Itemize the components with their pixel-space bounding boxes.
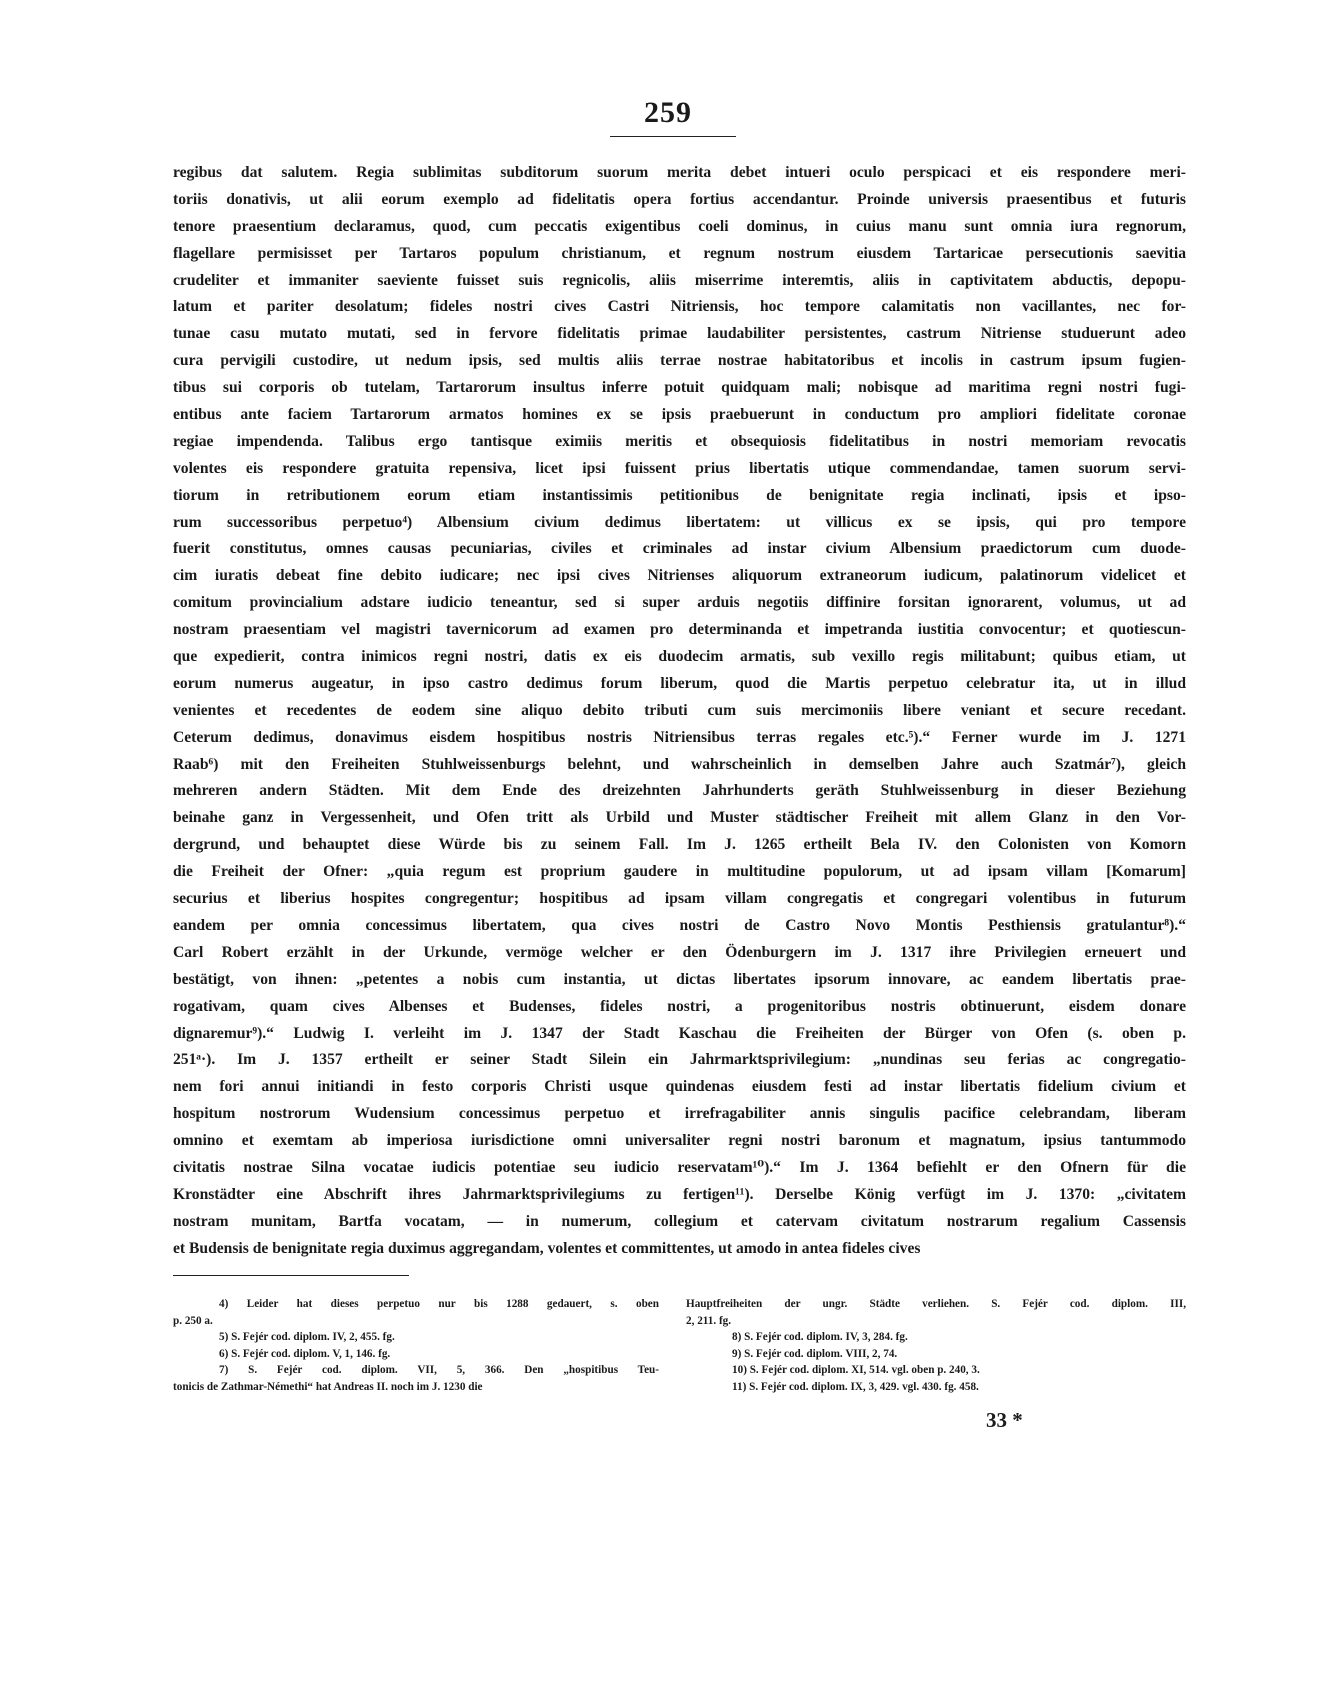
body-line: cura pervigili custodire, ut nedum ipsis, sed multis aliis terrae nostrae habitatoribus et incolis in castrum ipsum fugien-	[173, 352, 1186, 370]
body-line: cim iuratis debeat fine debito iudicare; nec ipsi cives Nitrienses aliquorum extraneorum iudicum, palatinorum videlicet et	[173, 567, 1186, 585]
body-line: nem fori annui initiandi in festo corporis Christi usque quindenas eiusdem festi ad instar libertatis fidelium civium et	[173, 1078, 1186, 1096]
body-line: securius et liberius hospites congregentur; hospitibus ad ipsam villam congregatis et congregari volentibus in futurum	[173, 890, 1186, 908]
body-line: et Budensis de benignitate regia duximus aggregandam, volentes et committentes, ut amodo in antea fideles cives	[173, 1239, 921, 1257]
body-line: civitatis nostrae Silna vocatae iudicis potentiae seu iudicio reservatam¹⁰).“ Im J. 1364 befiehlt er den Ofnern für die	[173, 1158, 1186, 1176]
body-line: regibus dat salutem. Regia sublimitas subditorum suorum merita debet intueri oculo perspicaci et eis respondere meri-	[173, 164, 1186, 181]
body-line: Raab⁶) mit den Freiheiten Stuhlweissenburgs belehnt, und wahrscheinlich in demselben Jahre auch Szatmár⁷), gleich	[173, 755, 1186, 773]
footnotes-left-column	[173, 1296, 659, 1395]
body-line: toriis donativis, ut alii eorum exemplo ad fidelitatis opera fortius accendantur. Proinde universis praesentibus et futuris	[173, 190, 1186, 208]
footnote-line: 6) S. Fejér cod. diplom. V, 1, 146. fg.	[219, 1347, 391, 1360]
body-line: tunae casu mutato mutati, sed in fervore fidelitatis primae laudabiliter persistentes, castrum Nitriense studuerunt adeo	[173, 325, 1186, 343]
body-line: 251ᵃ·). Im J. 1357 ertheilt er seiner Stadt Silein ein Jahrmarktsprivilegium: „nundinas seu ferias ac congregatio-	[173, 1051, 1186, 1069]
body-line: volentes eis respondere gratuita repensiva, licet ipsi fuissent prius libertatis utique commendandae, tamen suorum servi-	[173, 459, 1186, 477]
body-line: die Freiheit der Ofner: „quia regum est proprium gaudere in multitudine populorum, ut ad ipsam villam [Komarum]	[173, 863, 1186, 881]
body-line: Carl Robert erzählt in der Urkunde, vermöge welcher er den Ödenburgern im J. 1317 ihre Privilegien erneuert und	[173, 943, 1186, 961]
footnote-rule	[173, 1275, 409, 1276]
signature-mark: 33 *	[986, 1408, 1023, 1432]
body-line: comitum provincialium adstare iudicio teneantur, sed si super arduis negotiis diffinire forsitan ignorarent, volumus, ut ad	[173, 594, 1186, 612]
body-line: tibus sui corporis ob tutelam, Tartarorum insultus inferre potuit quidquam mali; nobisque ad maritima regni nostri fugi-	[173, 379, 1186, 397]
body-line: nostram munitam, Bartfa vocatam, — in numerum, collegium et catervam civitatum nostrarum regalium Cassensis	[173, 1212, 1186, 1230]
footnote-line: 10) S. Fejér cod. diplom. XI, 514. vgl. oben p. 240, 3.	[732, 1364, 980, 1376]
body-line: latum et pariter desolatum; fideles nostri cives Castri Nitriensis, hoc tempore calamitatis non vacillantes, nec for-	[173, 298, 1186, 316]
footnote-line: p. 250 a.	[173, 1314, 213, 1327]
body-line: beinahe ganz in Vergessenheit, und Ofen tritt als Urbild und Muster städtischer Freiheit mit allem Glanz in den Vor-	[173, 809, 1186, 827]
body-line: tiorum in retributionem eorum etiam instantissimis petitionibus de benignitate regia inclinati, ipsis et ipso-	[173, 486, 1186, 504]
body-line: Kronstädter eine Abschrift ihres Jahrmarktsprivilegiums zu fertigen¹¹). Derselbe König verfügt im J. 1370: „civitatem	[173, 1185, 1186, 1203]
body-line: flagellare permisisset per Tartaros populum christianum, et regnum nostrum eiusdem Tartaricae persecutionis saevitia	[173, 244, 1186, 262]
footnote-line: 9) S. Fejér cod. diplom. VIII, 2, 74.	[732, 1347, 898, 1360]
body-line: tenore praesentium declaramus, quod, cum peccatis exigentibus coeli dominus, in cuius manu sunt omnia iura regnorum,	[173, 217, 1186, 235]
page-number: 259	[644, 96, 692, 129]
body-line: eandem per omnia concessimus libertatem, qua cives nostri de Castro Novo Montis Pesthiensis gratulantur⁸).“	[173, 916, 1186, 934]
body-line: nostram praesentiam vel magistri tavernicorum ad examen pro determinanda et impetranda iustitia convocentur; et quotiescun-	[173, 621, 1186, 639]
body-line: bestätigt, von ihnen: „petentes a nobis cum instantia, ut dictas libertates ipsorum innovare, ac eandem libertatis prae-	[173, 970, 1186, 988]
footnotes-right-column	[686, 1296, 1186, 1395]
footnote-line: 7) S. Fejér cod. diplom. VII, 5, 366. Den „hospitibus Teu-	[219, 1364, 659, 1376]
body-line: dergrund, und behauptet diese Würde bis zu seinem Fall. Im J. 1265 ertheilt Bela IV. den Colonisten von Komorn	[173, 836, 1186, 854]
body-line: rum successoribus perpetuo⁴) Albensium civium dedimus libertatem: ut villicus ex se ipsis, qui pro tempore	[173, 513, 1186, 531]
body-line: crudeliter et immaniter saeviente fuisset suis regnicolis, aliis miserrime interemtis, aliis in captivitatem abductis, depopu-	[173, 271, 1186, 289]
footnote-line: 4) Leider hat dieses perpetuo nur bis 1288 gedauert, s. oben	[219, 1298, 659, 1310]
body-line: hospitum nostrorum Wudensium concessimus perpetuo et irrefragabiliter annis singulis pacifice celebrandam, liberam	[173, 1105, 1186, 1123]
footnote-line: 11) S. Fejér cod. diplom. IX, 3, 429. vgl. 430. fg. 458.	[732, 1380, 979, 1393]
body-line: mehreren andern Städten. Mit dem Ende des dreizehnten Jahrhunderts geräth Stuhlweissenburg in dieser Beziehung	[173, 782, 1186, 800]
body-line: regiae impendenda. Talibus ergo tantisque eximiis meritis et obsequiosis fidelitatibus in nostri memoriam revocatis	[173, 432, 1186, 450]
body-line: Ceterum dedimus, donavimus eisdem hospitibus nostris Nitriensibus terras regales etc.⁵).“ Ferner wurde im J. 1271	[173, 728, 1186, 746]
body-line: rogativam, quam cives Albenses et Budenses, fideles nostri, a progenitoribus nostris obtinuerunt, eisdem donare	[173, 997, 1186, 1015]
footnote-line: 5) S. Fejér cod. diplom. IV, 2, 455. fg.	[219, 1331, 395, 1343]
footnote-line: 8) S. Fejér cod. diplom. IV, 3, 284. fg.	[732, 1331, 908, 1343]
body-line: fuerit constitutus, omnes causas pecuniarias, civiles et criminales ad instar civium Albensium praedictorum cum duode-	[173, 540, 1186, 558]
body-line: dignaremur⁹).“ Ludwig I. verleiht im J. 1347 der Stadt Kaschau die Freiheiten der Bürger von Ofen (s. oben p.	[173, 1024, 1186, 1042]
header-rule	[610, 136, 736, 137]
body-line: que expedierit, contra inimicos regni nostri, datis ex eis duodecim armatis, sub vexillo regis militabunt; quibus etiam, ut	[173, 648, 1186, 666]
body-line: omnino et exemtam ab imperiosa iurisdictione omni universaliter regni nostri baronum et magnatum, ipsius tantummodo	[173, 1132, 1186, 1150]
body-line: entibus ante faciem Tartarorum armatos homines ex se ipsis praebuerunt in conductum pro ampliori fidelitate coronae	[173, 406, 1186, 424]
footnote-line: Hauptfreiheiten der ungr. Städte verliehen. S. Fejér cod. diplom. III,	[686, 1298, 1186, 1310]
footnote-line: tonicis de Zathmar-Némethi“ hat Andreas II. noch im J. 1230 die	[173, 1380, 483, 1393]
body-line: eorum numerus augeatur, in ipso castro dedimus forum liberum, quod die Martis perpetuo celebratur ita, ut in illud	[173, 674, 1186, 692]
footnote-line: 2, 211. fg.	[686, 1314, 732, 1327]
body-line: venientes et recedentes de eodem sine aliquo debito tributi cum suis mercimoniis libere veniant et secure recedant.	[173, 701, 1186, 719]
body-text	[173, 160, 1186, 1263]
